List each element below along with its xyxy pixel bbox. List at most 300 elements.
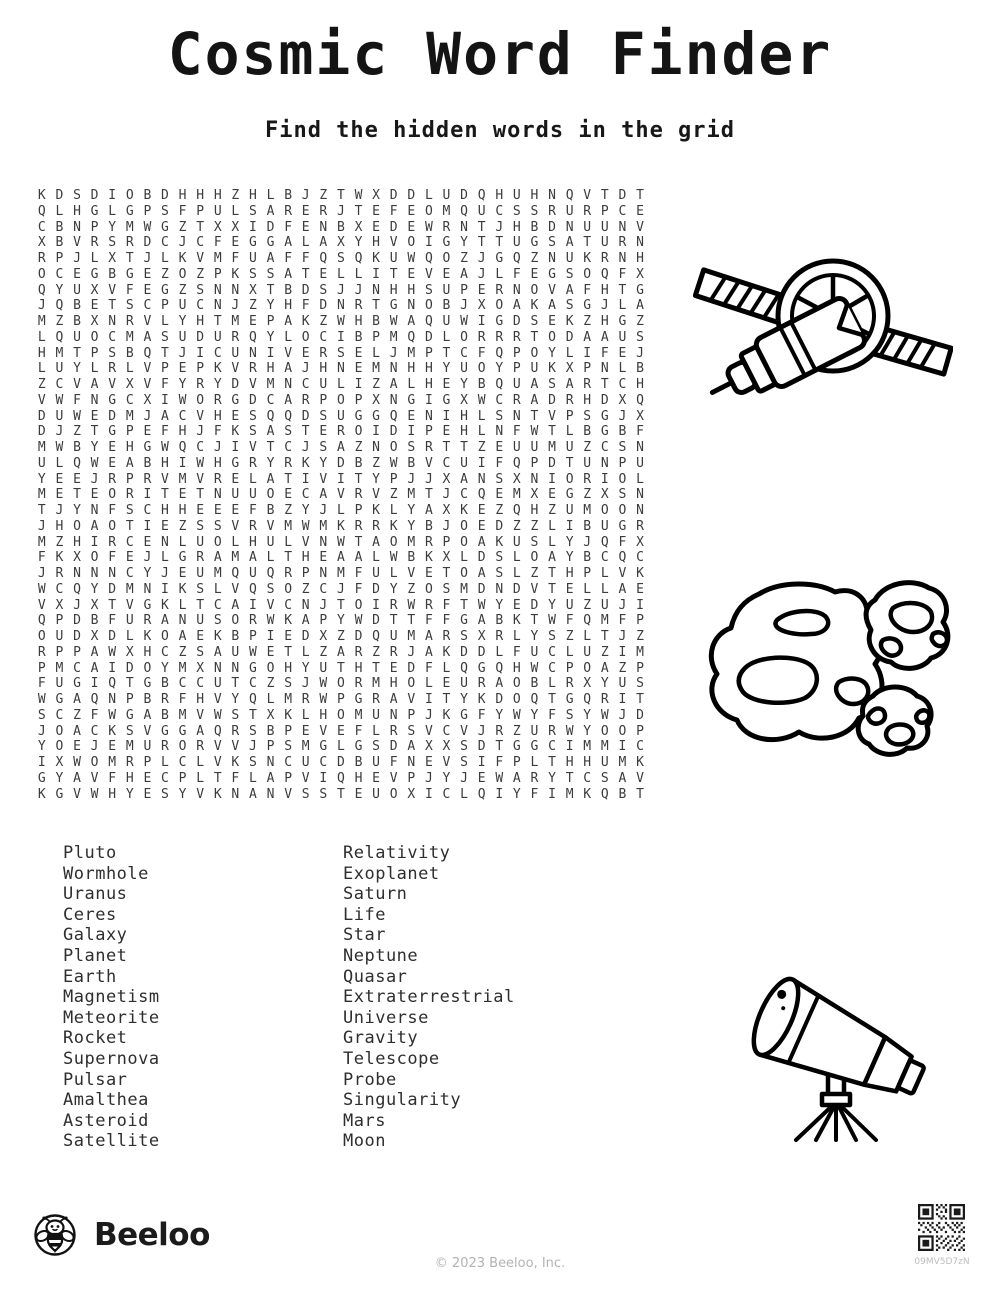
grid-cell: E — [73, 471, 81, 487]
grid-cell: G — [636, 282, 644, 298]
grid-cell: R — [372, 692, 380, 707]
word-item: Pulsar — [63, 1069, 128, 1090]
grid-row — [33, 535, 649, 551]
grid-cell: W — [600, 707, 609, 723]
grid-cell: O — [354, 597, 363, 613]
grid-cell: Z — [319, 314, 328, 329]
grid-cell: I — [37, 755, 46, 770]
grid-cell: E — [442, 424, 451, 440]
grid-cell: A — [284, 314, 293, 329]
grid-cell: O — [354, 424, 363, 440]
grid-cell: Q — [108, 676, 117, 692]
grid-row — [33, 645, 649, 661]
grid-cell: Y — [389, 581, 398, 597]
grid-cell: R — [583, 471, 592, 487]
grid-cell: F — [231, 251, 240, 266]
grid-cell: A — [319, 487, 328, 503]
grid-cell: F — [108, 613, 117, 629]
grid-cell: O — [424, 581, 433, 597]
grid-cell: P — [618, 455, 627, 471]
grid-cell: O — [389, 440, 398, 455]
grid-cell: J — [249, 739, 257, 755]
grid-cell: E — [143, 786, 152, 802]
grid-cell: H — [407, 282, 416, 298]
grid-cell: S — [565, 707, 574, 723]
grid-cell: Y — [495, 707, 504, 723]
grid-cell: T — [636, 786, 644, 802]
grid-cell: L — [125, 361, 134, 377]
grid-cell: C — [178, 408, 187, 424]
grid-cell: R — [512, 392, 521, 408]
grid-row — [33, 613, 649, 629]
grid-cell: Y — [301, 660, 310, 676]
grid-cell: J — [600, 298, 609, 314]
grid-cell: U — [600, 219, 609, 235]
grid-cell: F — [354, 566, 363, 581]
grid-cell: A — [266, 251, 275, 266]
grid-cell: Y — [407, 518, 416, 534]
grid-cell: T — [284, 471, 293, 487]
grid-cell: A — [565, 235, 574, 251]
grid-cell: X — [354, 219, 363, 235]
grid-cell: Q — [319, 251, 328, 266]
grid-cell: G — [125, 203, 134, 219]
grid-cell: F — [477, 345, 486, 361]
grid-cell: D — [618, 188, 627, 203]
grid-cell: T — [389, 266, 398, 282]
grid-cell: J — [161, 566, 169, 581]
grid-cell: U — [196, 534, 205, 550]
grid-cell: L — [336, 739, 345, 755]
grid-cell: W — [90, 455, 99, 471]
grid-cell: M — [125, 581, 134, 597]
grid-cell: Z — [336, 629, 345, 644]
grid-cell: E — [178, 566, 187, 581]
grid-cell: P — [196, 203, 205, 219]
grid-cell: T — [548, 692, 556, 707]
grid-cell: P — [161, 298, 169, 314]
grid-cell: P — [90, 345, 99, 361]
grid-cell: L — [389, 566, 398, 581]
grid-cell: O — [460, 534, 468, 550]
grid-cell: D — [73, 629, 81, 644]
grid-cell: R — [161, 739, 169, 755]
grid-cell: C — [196, 676, 205, 692]
grid-cell: N — [636, 235, 644, 251]
grid-row — [33, 550, 649, 566]
grid-cell: S — [530, 203, 539, 219]
grid-cell: P — [600, 203, 609, 219]
grid-cell: T — [442, 440, 451, 455]
grid-cell: X — [108, 251, 117, 266]
grid-cell: Z — [636, 629, 644, 644]
grid-cell: J — [143, 251, 152, 266]
grid-cell: E — [372, 770, 380, 786]
grid-cell: A — [301, 613, 310, 629]
grid-row — [33, 708, 649, 724]
grid-cell: A — [600, 660, 609, 676]
grid-cell: M — [125, 739, 134, 755]
grid-cell: L — [37, 361, 46, 377]
grid-cell: Y — [90, 440, 99, 455]
grid-cell: O — [178, 739, 187, 755]
grid-cell: K — [424, 550, 433, 566]
grid-cell: Z — [178, 518, 187, 534]
grid-cell: N — [336, 361, 345, 377]
grid-cell: S — [336, 251, 345, 266]
grid-cell: R — [37, 644, 46, 660]
grid-cell: V — [73, 786, 81, 802]
grid-cell: T — [442, 566, 451, 581]
grid-row — [33, 582, 649, 598]
asteroids-illustration — [697, 572, 952, 777]
grid-cell: H — [196, 692, 205, 707]
grid-cell: G — [495, 314, 504, 329]
grid-cell: I — [495, 786, 504, 802]
grid-cell: F — [512, 266, 521, 282]
grid-cell: C — [284, 597, 293, 613]
grid-cell: S — [618, 487, 627, 503]
grid-cell: P — [196, 361, 205, 377]
grid-cell: C — [125, 392, 134, 408]
grid-cell: B — [442, 298, 451, 314]
grid-cell: T — [372, 298, 380, 314]
grid-cell: Z — [636, 314, 644, 329]
grid-cell: Z — [55, 314, 64, 329]
grid-cell: H — [213, 408, 222, 424]
grid-cell: U — [389, 629, 398, 644]
grid-cell: V — [196, 707, 205, 723]
grid-cell: Z — [583, 487, 592, 503]
grid-cell: E — [548, 487, 556, 503]
grid-cell: C — [636, 739, 644, 755]
grid-cell: B — [583, 424, 592, 440]
grid-cell: A — [284, 235, 293, 251]
grid-cell: C — [460, 345, 468, 361]
satellite-illustration — [693, 250, 953, 405]
grid-cell: E — [249, 314, 257, 329]
grid-cell: T — [600, 188, 609, 203]
grid-cell: E — [442, 676, 451, 692]
grid-cell: V — [442, 755, 451, 770]
grid-cell: N — [231, 282, 240, 298]
grid-cell: X — [583, 676, 592, 692]
grid-cell: B — [477, 377, 486, 392]
grid-cell: Z — [565, 629, 574, 644]
grid-cell: L — [301, 707, 310, 723]
grid-cell: I — [336, 471, 345, 487]
grid-cell: P — [266, 739, 275, 755]
grid-cell: D — [301, 408, 310, 424]
grid-cell: B — [336, 219, 345, 235]
grid-cell: X — [372, 392, 380, 408]
grid-cell: O — [231, 613, 240, 629]
word-item: Magnetism — [63, 987, 160, 1008]
grid-cell: I — [231, 440, 240, 455]
grid-cell: R — [319, 345, 328, 361]
grid-cell: U — [460, 676, 468, 692]
grid-row — [33, 361, 649, 377]
grid-cell: T — [530, 613, 539, 629]
grid-cell: Z — [530, 251, 539, 266]
word-item: Quasar — [343, 966, 408, 987]
grid-cell: T — [565, 455, 574, 471]
grid-cell: C — [178, 676, 187, 692]
grid-cell: D — [424, 329, 433, 345]
grid-cell: E — [477, 282, 486, 298]
grid-cell: S — [213, 613, 222, 629]
grid-cell: J — [178, 235, 187, 251]
grid-cell: B — [266, 503, 275, 518]
grid-cell: B — [372, 314, 380, 329]
grid-cell: X — [442, 739, 451, 755]
grid-cell: H — [389, 282, 398, 298]
grid-cell: N — [548, 188, 556, 203]
grid-cell: D — [389, 188, 398, 203]
grid-cell: G — [161, 723, 169, 739]
grid-cell: G — [354, 408, 363, 424]
grid-cell: O — [600, 503, 609, 518]
grid-cell: H — [583, 755, 592, 770]
grid-cell: E — [407, 408, 416, 424]
grid-cell: E — [477, 518, 486, 534]
grid-cell: T — [548, 755, 556, 770]
word-item: Planet — [63, 945, 128, 966]
grid-cell: Y — [231, 692, 240, 707]
grid-cell: I — [161, 392, 169, 408]
grid-cell: R — [143, 613, 152, 629]
grid-cell: K — [231, 266, 240, 282]
grid-cell: V — [266, 518, 275, 534]
grid-cell: O — [55, 723, 64, 739]
grid-cell: F — [442, 597, 451, 613]
grid-cell: L — [161, 550, 169, 566]
grid-cell: W — [266, 613, 275, 629]
grid-cell: A — [319, 235, 328, 251]
grid-cell: S — [460, 755, 468, 770]
grid-cell: B — [143, 455, 152, 471]
word-item: Mars — [343, 1110, 386, 1131]
grid-cell: S — [284, 739, 293, 755]
grid-cell: I — [354, 377, 363, 392]
grid-cell: R — [354, 676, 363, 692]
grid-cell: V — [249, 377, 257, 392]
grid-cell: H — [530, 503, 539, 518]
grid-cell: S — [636, 676, 644, 692]
grid-cell: L — [336, 377, 345, 392]
grid-cell: J — [143, 408, 152, 424]
grid-cell: D — [512, 314, 521, 329]
grid-cell: B — [266, 723, 275, 739]
grid-cell: F — [600, 345, 609, 361]
grid-cell: T — [196, 219, 205, 235]
grid-cell: W — [73, 755, 81, 770]
grid-cell: N — [266, 755, 275, 770]
grid-cell: A — [530, 392, 539, 408]
grid-cell: Z — [372, 644, 380, 660]
grid-cell: C — [460, 487, 468, 503]
grid-cell: Z — [196, 266, 205, 282]
grid-cell: W — [90, 786, 99, 802]
grid-cell: W — [548, 613, 556, 629]
grid-cell: C — [73, 660, 81, 676]
grid-cell: X — [73, 550, 81, 566]
grid-cell: A — [266, 203, 275, 219]
grid-cell: Z — [37, 377, 46, 392]
grid-cell: E — [301, 345, 310, 361]
grid-cell: M — [583, 739, 592, 755]
grid-cell: Q — [460, 203, 468, 219]
grid-cell: O — [266, 487, 275, 503]
grid-cell: K — [178, 581, 187, 597]
grid-cell: U — [266, 534, 275, 550]
grid-cell: D — [73, 613, 81, 629]
grid-cell: I — [196, 345, 205, 361]
grid-cell: J — [636, 345, 644, 361]
grid-cell: R — [284, 455, 293, 471]
grid-cell: X — [249, 282, 257, 298]
grid-cell: S — [231, 707, 240, 723]
grid-cell: O — [55, 739, 64, 755]
grid-cell: R — [389, 597, 398, 613]
grid-cell: T — [442, 345, 451, 361]
grid-cell: O — [108, 487, 117, 503]
grid-cell: R — [336, 424, 345, 440]
grid-cell: Y — [442, 770, 451, 786]
grid-cell: W — [37, 692, 46, 707]
grid-cell: G — [55, 786, 64, 802]
grid-cell: P — [636, 613, 644, 629]
grid-cell: R — [301, 392, 310, 408]
grid-cell: E — [55, 471, 64, 487]
grid-cell: N — [249, 345, 257, 361]
grid-cell: U — [249, 566, 257, 581]
grid-cell: D — [548, 392, 556, 408]
grid-cell: J — [37, 298, 46, 314]
grid-cell: W — [196, 455, 205, 471]
grid-row — [33, 739, 649, 755]
grid-cell: T — [618, 282, 627, 298]
grid-cell: P — [37, 660, 46, 676]
grid-cell: H — [213, 455, 222, 471]
grid-cell: R — [354, 298, 363, 314]
grid-cell: P — [143, 203, 152, 219]
grid-cell: P — [565, 408, 574, 424]
grid-cell: Z — [319, 644, 328, 660]
grid-cell: H — [354, 770, 363, 786]
grid-cell: E — [55, 487, 64, 503]
grid-cell: M — [354, 707, 363, 723]
grid-cell: W — [319, 676, 328, 692]
grid-cell: E — [636, 203, 644, 219]
grid-cell: S — [37, 707, 46, 723]
grid-cell: E — [301, 203, 310, 219]
grid-cell: R — [90, 235, 99, 251]
grid-cell: P — [249, 629, 257, 644]
grid-cell: C — [600, 550, 609, 566]
grid-cell: W — [143, 219, 152, 235]
grid-cell: V — [548, 282, 556, 298]
grid-cell: N — [424, 408, 433, 424]
grid-cell: E — [319, 266, 328, 282]
grid-cell: U — [301, 755, 310, 770]
grid-cell: L — [249, 471, 257, 487]
grid-cell: L — [548, 518, 556, 534]
grid-cell: W — [424, 219, 433, 235]
grid-cell: V — [636, 770, 644, 786]
grid-cell: N — [600, 455, 609, 471]
grid-cell: J — [37, 566, 46, 581]
grid-cell: H — [73, 534, 81, 550]
grid-cell: K — [548, 361, 556, 377]
grid-cell: Y — [161, 660, 169, 676]
grid-cell: G — [266, 235, 275, 251]
grid-cell: S — [249, 408, 257, 424]
grid-cell: T — [213, 770, 222, 786]
grid-cell: F — [37, 676, 46, 692]
grid-cell: H — [37, 345, 46, 361]
grid-cell: R — [231, 723, 240, 739]
grid-cell: K — [37, 786, 46, 802]
grid-cell: H — [196, 188, 205, 203]
grid-cell: A — [284, 392, 293, 408]
grid-cell: E — [301, 723, 310, 739]
page-title: Cosmic Word Finder — [167, 20, 833, 88]
grid-cell: D — [37, 408, 46, 424]
grid-cell: S — [196, 581, 205, 597]
grid-cell: H — [354, 660, 363, 676]
grid-cell: V — [284, 786, 293, 802]
grid-cell: H — [319, 361, 328, 377]
grid-cell: V — [108, 282, 117, 298]
grid-cell: G — [231, 455, 240, 471]
grid-cell: A — [424, 629, 433, 644]
grid-cell: N — [600, 361, 609, 377]
grid-cell: L — [565, 644, 574, 660]
grid-cell: X — [90, 314, 99, 329]
grid-cell: H — [372, 235, 380, 251]
grid-cell: M — [284, 518, 293, 534]
grid-cell: J — [442, 487, 451, 503]
grid-cell: C — [548, 660, 556, 676]
grid-cell: D — [389, 424, 398, 440]
grid-cell: S — [161, 786, 169, 802]
grid-cell: P — [372, 329, 380, 345]
grid-cell: S — [548, 377, 556, 392]
grid-cell: A — [636, 298, 644, 314]
grid-cell: L — [565, 345, 574, 361]
grid-cell: S — [161, 203, 169, 219]
grid-cell: O — [37, 266, 46, 282]
grid-cell: W — [336, 314, 345, 329]
grid-row — [33, 330, 649, 346]
grid-cell: M — [125, 408, 134, 424]
grid-cell: S — [495, 471, 504, 487]
grid-cell: W — [407, 251, 416, 266]
grid-cell: F — [495, 455, 504, 471]
grid-cell: L — [618, 361, 627, 377]
grid-cell: M — [37, 440, 46, 455]
grid-cell: R — [354, 487, 363, 503]
telescope-illustration — [726, 960, 948, 1144]
grid-cell: Z — [372, 377, 380, 392]
grid-cell: O — [530, 345, 539, 361]
grid-cell: Q — [336, 770, 345, 786]
grid-cell: V — [530, 581, 539, 597]
grid-cell: Q — [266, 408, 275, 424]
grid-cell: O — [336, 707, 345, 723]
grid-cell: Q — [73, 455, 81, 471]
